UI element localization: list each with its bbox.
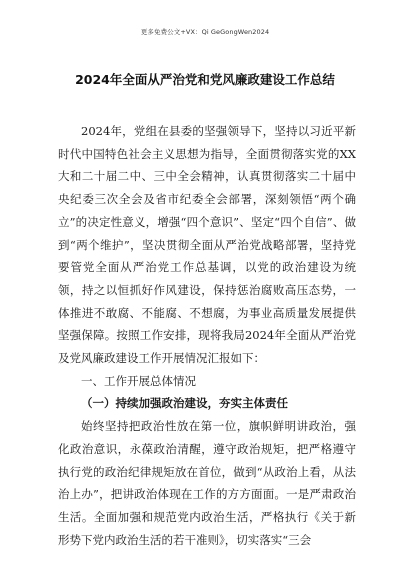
subsection-heading: （一）持续加强政治建设，夯实主体责任 [81,396,288,411]
body-paragraph: 始终坚持把政治性放在第一位，旗帜鲜明讲政治，强化政治意识，永葆政治清醒，遵守政治规矩，把严格遵守执行党的政治纪律规矩放在首位，做到“从政治上看，从法治上办”，把讲政治体现在工作的方方面面。一是严肃政治生活。全面加强和规范党内政治生活，严格执行《关于新形势下党内政治生活的若干准则》，切实落实“三会 [58,419,356,547]
section-heading: 一、工作开展总体情况 [81,373,196,388]
intro-paragraph: 2024年，党组在县委的坚强领导下，坚持以习近平新时代中国特色社会主义思想为指导，全面贯彻落实党的XX大和二十届二中、三中全会精神，认真贯彻落实二十届中央纪委三次全会及省市纪委全会部署，深刻领悟“两个确立”的决定性意义，增强“四个意识”、坚定“四个自信”、做到“两个维护”，坚决贯彻全面从严治党战略部署，坚持党要管党全面从严治党工作总基调，以党的政治建设为统领，持之以恒抓好作风建设，保持惩治腐败高压态势，一体推进不敢腐、不能腐、不想腐，为事业高质量发展提供坚强保障。按照工作安排，现将我局2024年全面从严治党及党风廉政建设工作开展情况汇报如下： [58,124,356,366]
document-body [58,120,356,551]
document-title: 2024年全面从严治党和党风廉政建设工作总结 [75,72,335,87]
header-note: 更多免费公文+VX：Qi GeGongWen2024 [140,28,270,36]
